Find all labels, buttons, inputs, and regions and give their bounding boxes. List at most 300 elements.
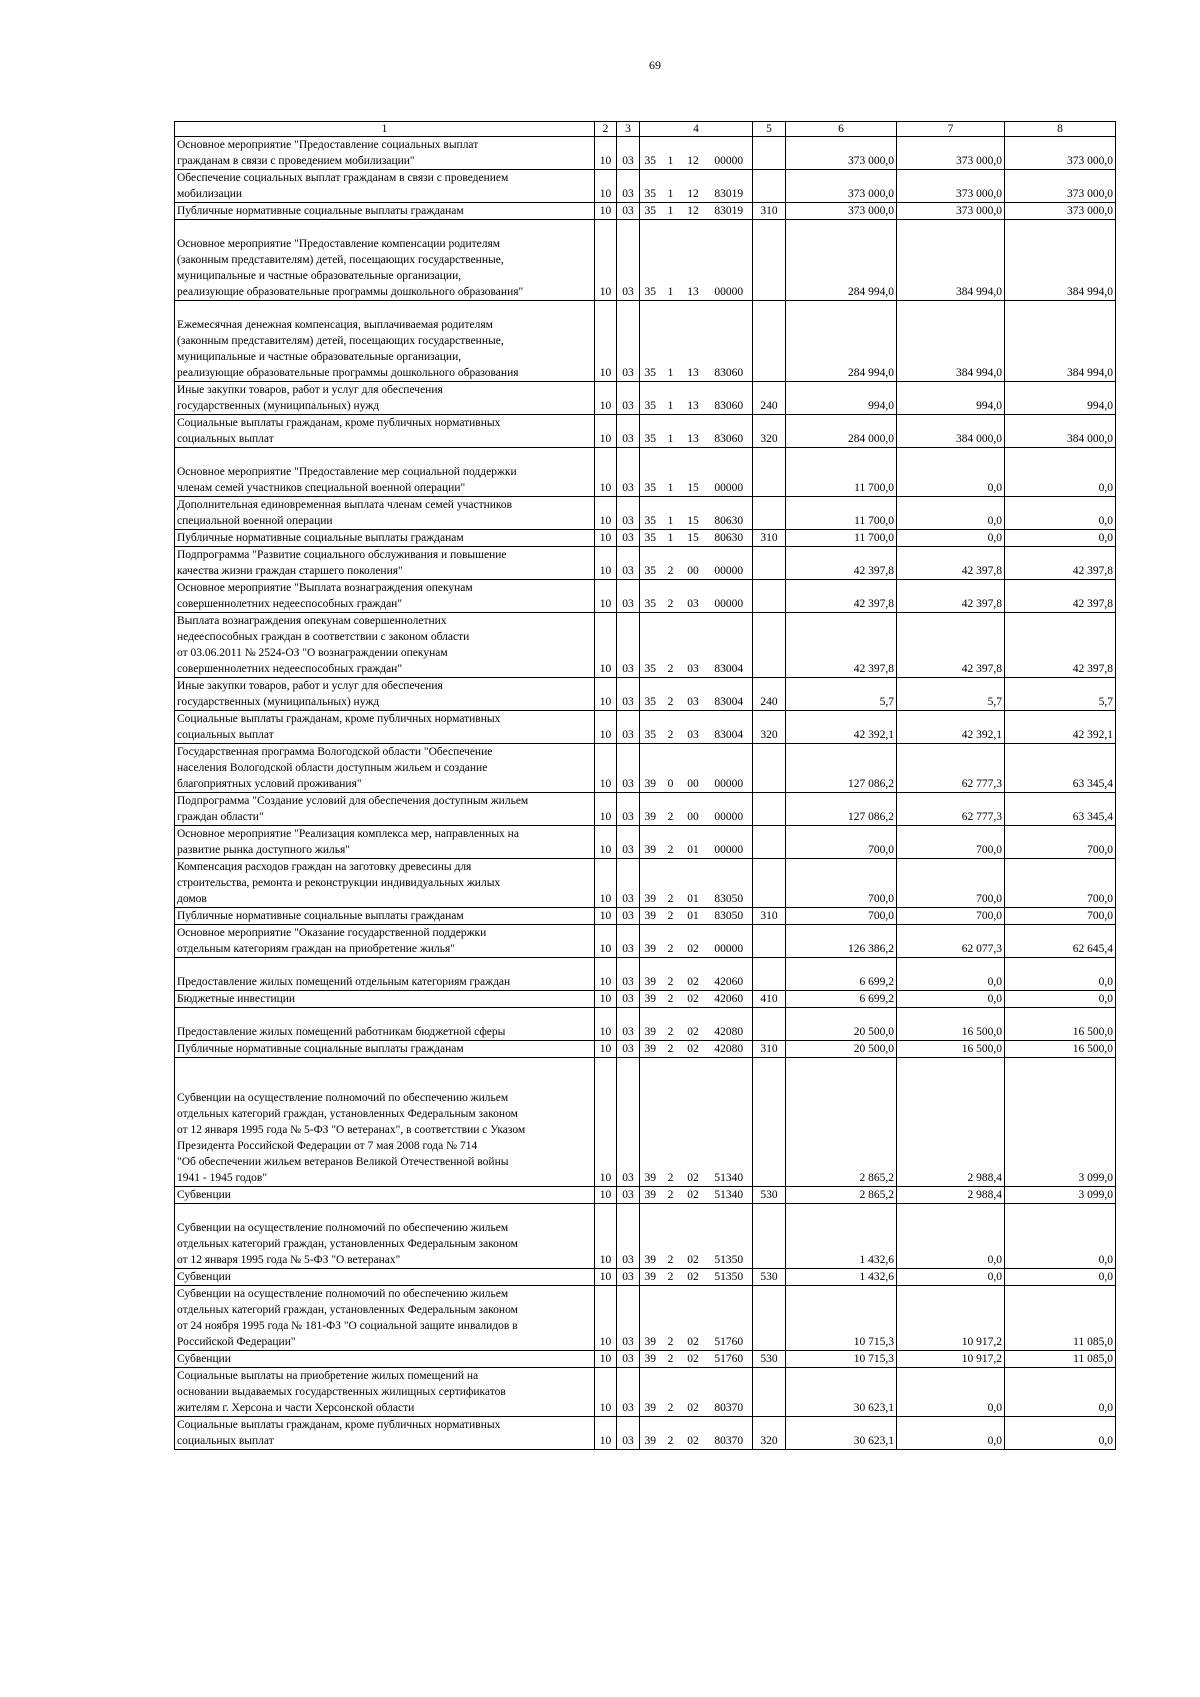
description-line: Подпрограмма "Создание условий для обеспечения доступным жильем <box>177 795 529 807</box>
amount-col-8: 5,7 <box>1005 678 1116 711</box>
direction-code: 42060 <box>706 958 753 991</box>
description-line: социальных выплат <box>177 1435 274 1447</box>
section-code: 10 <box>595 908 617 925</box>
amount-col-7: 5,7 <box>897 678 1005 711</box>
section-code: 10 <box>595 580 617 613</box>
amount-col-8: 62 645,4 <box>1005 925 1116 958</box>
description-line: Основное мероприятие "Оказание государственной поддержки <box>177 927 487 939</box>
row-description <box>175 1187 595 1204</box>
expense-type-code: 530 <box>753 1351 786 1368</box>
subsection-code: 03 <box>617 859 640 908</box>
measure-code: 13 <box>681 415 706 448</box>
amount-col-7: 373 000,0 <box>897 170 1005 203</box>
description-line: социальных выплат <box>177 729 274 741</box>
table-row <box>175 925 1116 958</box>
program-code: 39 <box>640 1058 661 1187</box>
description-line: Субвенции <box>177 1189 231 1201</box>
section-code: 10 <box>595 415 617 448</box>
section-code: 10 <box>595 170 617 203</box>
row-description <box>175 1286 595 1351</box>
description-line: социальных выплат <box>177 433 274 445</box>
measure-code: 01 <box>681 908 706 925</box>
amount-col-8: 42 397,8 <box>1005 547 1116 580</box>
table-row <box>175 137 1116 170</box>
table-row <box>175 711 1116 744</box>
amount-col-8: 0,0 <box>1005 1368 1116 1417</box>
program-code: 39 <box>640 958 661 991</box>
program-code: 35 <box>640 137 661 170</box>
section-code: 10 <box>595 1187 617 1204</box>
section-code: 10 <box>595 497 617 530</box>
description-line: Социальные выплаты гражданам, кроме публичных нормативных <box>177 713 501 725</box>
description-line: Выплата вознаграждения опекунам совершеннолетних <box>177 615 447 627</box>
subprogram-code: 1 <box>661 220 681 301</box>
amount-col-6: 5,7 <box>786 678 897 711</box>
amount-col-8: 373 000,0 <box>1005 137 1116 170</box>
measure-code: 02 <box>681 925 706 958</box>
table-header-row <box>175 122 1116 137</box>
subprogram-code: 2 <box>661 1041 681 1058</box>
table-row <box>175 1041 1116 1058</box>
measure-code: 12 <box>681 170 706 203</box>
subprogram-code: 2 <box>661 1286 681 1351</box>
description-line <box>177 301 592 317</box>
amount-col-8: 0,0 <box>1005 1269 1116 1286</box>
amount-col-8: 0,0 <box>1005 1204 1116 1269</box>
measure-code: 12 <box>681 203 706 220</box>
section-code: 10 <box>595 958 617 991</box>
table-row <box>175 1417 1116 1450</box>
description-line: специальной военной операции <box>177 515 333 527</box>
amount-col-7: 42 392,1 <box>897 711 1005 744</box>
program-code: 39 <box>640 925 661 958</box>
amount-col-8: 700,0 <box>1005 859 1116 908</box>
subsection-code: 03 <box>617 958 640 991</box>
description-line <box>177 1204 592 1220</box>
expense-type-code: 410 <box>753 991 786 1008</box>
amount-col-6: 30 623,1 <box>786 1417 897 1450</box>
measure-code: 00 <box>681 744 706 793</box>
description-line: "Об обеспечении жильем ветеранов Великой Отечественной войны <box>177 1156 509 1168</box>
description-line: недееспособных граждан в соответствии с законом области <box>177 631 470 643</box>
section-code: 10 <box>595 793 617 826</box>
row-description <box>175 613 595 678</box>
measure-code: 15 <box>681 530 706 547</box>
subsection-code: 03 <box>617 301 640 382</box>
description-line: домов <box>177 893 207 905</box>
amount-col-6: 1 432,6 <box>786 1204 897 1269</box>
section-code: 10 <box>595 1286 617 1351</box>
header-col-5: 5 <box>753 122 786 137</box>
section-code: 10 <box>595 530 617 547</box>
section-code: 10 <box>595 1204 617 1269</box>
measure-code: 13 <box>681 301 706 382</box>
expense-type-code <box>753 1286 786 1351</box>
row-description <box>175 382 595 415</box>
header-col-3: 3 <box>617 122 640 137</box>
description-line <box>177 220 592 236</box>
expense-type-code <box>753 1368 786 1417</box>
table-row <box>175 1351 1116 1368</box>
subprogram-code: 1 <box>661 415 681 448</box>
program-code: 35 <box>640 678 661 711</box>
subsection-code: 03 <box>617 220 640 301</box>
program-code: 35 <box>640 613 661 678</box>
expense-type-code: 310 <box>753 203 786 220</box>
amount-col-8: 384 000,0 <box>1005 415 1116 448</box>
subprogram-code: 2 <box>661 678 681 711</box>
direction-code: 51340 <box>706 1058 753 1187</box>
subprogram-code: 2 <box>661 859 681 908</box>
expense-type-code: 310 <box>753 908 786 925</box>
table-row <box>175 908 1116 925</box>
direction-code: 42080 <box>706 1041 753 1058</box>
subprogram-code: 2 <box>661 711 681 744</box>
description-line: муниципальные и частные образовательные организации, <box>177 351 462 363</box>
expense-type-code: 320 <box>753 415 786 448</box>
row-description <box>175 1041 595 1058</box>
amount-col-6: 373 000,0 <box>786 170 897 203</box>
subprogram-code: 2 <box>661 1269 681 1286</box>
amount-col-7: 62 077,3 <box>897 925 1005 958</box>
direction-code: 00000 <box>706 220 753 301</box>
description-line: Субвенции <box>177 1271 231 1283</box>
subsection-code: 03 <box>617 1187 640 1204</box>
direction-code: 51350 <box>706 1204 753 1269</box>
direction-code: 80370 <box>706 1368 753 1417</box>
program-code: 39 <box>640 1286 661 1351</box>
amount-col-8: 384 994,0 <box>1005 301 1116 382</box>
description-line: Публичные нормативные социальные выплаты гражданам <box>177 532 464 544</box>
subprogram-code: 1 <box>661 448 681 497</box>
amount-col-8: 373 000,0 <box>1005 203 1116 220</box>
expense-type-code <box>753 793 786 826</box>
direction-code: 51350 <box>706 1269 753 1286</box>
amount-col-8: 16 500,0 <box>1005 1041 1116 1058</box>
expense-type-code: 530 <box>753 1187 786 1204</box>
amount-col-7: 384 994,0 <box>897 301 1005 382</box>
page-number: 69 <box>649 58 661 72</box>
amount-col-7: 10 917,2 <box>897 1286 1005 1351</box>
description-line: мобилизации <box>177 188 243 200</box>
subprogram-code: 2 <box>661 1204 681 1269</box>
table-row <box>175 448 1116 497</box>
description-line: от 24 ноября 1995 года № 181-ФЗ "О социальной защите инвалидов в <box>177 1320 518 1332</box>
measure-code: 00 <box>681 793 706 826</box>
description-line: гражданам в связи с проведением мобилизации" <box>177 155 415 167</box>
header-col-1: 1 <box>175 122 595 137</box>
section-code: 10 <box>595 826 617 859</box>
subprogram-code: 2 <box>661 1417 681 1450</box>
description-line: Основное мероприятие "Предоставление мер социальной поддержки <box>177 466 517 478</box>
expense-type-code <box>753 220 786 301</box>
direction-code: 00000 <box>706 580 753 613</box>
section-code: 10 <box>595 1008 617 1041</box>
amount-col-7: 384 000,0 <box>897 415 1005 448</box>
amount-col-6: 994,0 <box>786 382 897 415</box>
row-description <box>175 170 595 203</box>
row-description <box>175 220 595 301</box>
amount-col-6: 42 397,8 <box>786 613 897 678</box>
direction-code: 80630 <box>706 497 753 530</box>
amount-col-7: 994,0 <box>897 382 1005 415</box>
row-description <box>175 859 595 908</box>
row-description <box>175 826 595 859</box>
section-code: 10 <box>595 220 617 301</box>
amount-col-8: 11 085,0 <box>1005 1286 1116 1351</box>
direction-code: 00000 <box>706 547 753 580</box>
subprogram-code: 2 <box>661 1008 681 1041</box>
row-description <box>175 448 595 497</box>
amount-col-8: 384 994,0 <box>1005 220 1116 301</box>
row-description <box>175 711 595 744</box>
amount-col-6: 700,0 <box>786 859 897 908</box>
measure-code: 03 <box>681 613 706 678</box>
subsection-code: 03 <box>617 1286 640 1351</box>
description-line: муниципальные и частные образовательные организации, <box>177 270 462 282</box>
subsection-code: 03 <box>617 382 640 415</box>
subsection-code: 03 <box>617 415 640 448</box>
amount-col-6: 20 500,0 <box>786 1008 897 1041</box>
section-code: 10 <box>595 1351 617 1368</box>
description-line: Подпрограмма "Развитие социального обслуживания и повышение <box>177 549 507 561</box>
amount-col-7: 62 777,3 <box>897 793 1005 826</box>
amount-col-7: 0,0 <box>897 497 1005 530</box>
amount-col-7: 62 777,3 <box>897 744 1005 793</box>
amount-col-6: 2 865,2 <box>786 1058 897 1187</box>
description-line: Субвенции на осуществление полномочий по обеспечению жильем <box>177 1288 509 1300</box>
description-line: Публичные нормативные социальные выплаты гражданам <box>177 910 464 922</box>
program-code: 39 <box>640 1041 661 1058</box>
subprogram-code: 1 <box>661 497 681 530</box>
amount-col-8: 373 000,0 <box>1005 170 1116 203</box>
measure-code: 02 <box>681 1058 706 1187</box>
expense-type-code <box>753 1008 786 1041</box>
measure-code: 02 <box>681 958 706 991</box>
subprogram-code: 2 <box>661 1368 681 1417</box>
amount-col-8: 994,0 <box>1005 382 1116 415</box>
subsection-code: 03 <box>617 448 640 497</box>
description-line: Российской Федерации" <box>177 1336 296 1348</box>
program-code: 39 <box>640 1417 661 1450</box>
section-code: 10 <box>595 711 617 744</box>
row-description <box>175 793 595 826</box>
description-line: отдельных категорий граждан, установленных Федеральным законом <box>177 1304 518 1316</box>
program-code: 39 <box>640 1269 661 1286</box>
expense-type-code <box>753 301 786 382</box>
amount-col-8: 11 085,0 <box>1005 1351 1116 1368</box>
table-row <box>175 991 1116 1008</box>
subsection-code: 03 <box>617 1368 640 1417</box>
program-code: 35 <box>640 497 661 530</box>
budget-table <box>174 121 1116 1450</box>
table-row <box>175 678 1116 711</box>
header-col-8: 8 <box>1005 122 1116 137</box>
measure-code: 02 <box>681 991 706 1008</box>
description-line: Ежемесячная денежная компенсация, выплачиваемая родителям <box>177 319 493 331</box>
amount-col-6: 10 715,3 <box>786 1351 897 1368</box>
table-row <box>175 497 1116 530</box>
subsection-code: 03 <box>617 826 640 859</box>
table-row <box>175 958 1116 991</box>
description-line: отдельных категорий граждан, установленных Федеральным законом <box>177 1238 518 1250</box>
description-line: Субвенции на осуществление полномочий по обеспечению жильем <box>177 1092 509 1104</box>
description-line: отдельных категорий граждан, установленных Федеральным законом <box>177 1108 518 1120</box>
description-line: Субвенции <box>177 1353 231 1365</box>
table-row <box>175 1286 1116 1351</box>
row-description <box>175 203 595 220</box>
amount-col-7: 42 397,8 <box>897 547 1005 580</box>
program-code: 35 <box>640 203 661 220</box>
description-line: Основное мероприятие "Предоставление компенсации родителям <box>177 238 501 250</box>
row-description <box>175 1269 595 1286</box>
row-description <box>175 1008 595 1041</box>
expense-type-code <box>753 925 786 958</box>
row-description <box>175 1058 595 1187</box>
description-line: государственных (муниципальных) нужд <box>177 696 380 708</box>
expense-type-code: 310 <box>753 530 786 547</box>
measure-code: 02 <box>681 1187 706 1204</box>
row-description <box>175 137 595 170</box>
amount-col-6: 284 994,0 <box>786 220 897 301</box>
description-line <box>177 1074 592 1090</box>
description-line: Социальные выплаты гражданам, кроме публичных нормативных <box>177 1419 501 1431</box>
direction-code: 80630 <box>706 530 753 547</box>
row-description <box>175 415 595 448</box>
amount-col-8: 63 345,4 <box>1005 793 1116 826</box>
subsection-code: 03 <box>617 793 640 826</box>
description-line: Предоставление жилых помещений отдельным категориям граждан <box>177 976 511 988</box>
amount-col-8: 0,0 <box>1005 958 1116 991</box>
description-line: Социальные выплаты гражданам, кроме публичных нормативных <box>177 417 501 429</box>
amount-col-6: 20 500,0 <box>786 1041 897 1058</box>
amount-col-7: 16 500,0 <box>897 1041 1005 1058</box>
section-code: 10 <box>595 547 617 580</box>
direction-code: 83004 <box>706 613 753 678</box>
description-line: Компенсация расходов граждан на заготовку древесины для <box>177 861 472 873</box>
amount-col-7: 42 397,8 <box>897 580 1005 613</box>
table-row <box>175 793 1116 826</box>
description-line: от 12 января 1995 года № 5-ФЗ "О ветеранах" <box>177 1254 401 1266</box>
subprogram-code: 2 <box>661 793 681 826</box>
amount-col-8: 63 345,4 <box>1005 744 1116 793</box>
subprogram-code: 1 <box>661 301 681 382</box>
row-description <box>175 925 595 958</box>
subsection-code: 03 <box>617 580 640 613</box>
amount-col-6: 11 700,0 <box>786 448 897 497</box>
subprogram-code: 2 <box>661 991 681 1008</box>
subsection-code: 03 <box>617 908 640 925</box>
direction-code: 00000 <box>706 744 753 793</box>
section-code: 10 <box>595 1041 617 1058</box>
subsection-code: 03 <box>617 925 640 958</box>
amount-col-8: 0,0 <box>1005 991 1116 1008</box>
row-description <box>175 1368 595 1417</box>
description-line: Бюджетные инвестиции <box>177 993 296 1005</box>
subprogram-code: 0 <box>661 744 681 793</box>
amount-col-6: 284 994,0 <box>786 301 897 382</box>
amount-col-8: 42 392,1 <box>1005 711 1116 744</box>
description-line: (законным представителям) детей, посещающих государственные, <box>177 335 504 347</box>
amount-col-6: 126 386,2 <box>786 925 897 958</box>
description-line: основании выдаваемых государственных жилищных сертификатов <box>177 1386 506 1398</box>
subprogram-code: 2 <box>661 826 681 859</box>
amount-col-7: 0,0 <box>897 991 1005 1008</box>
subsection-code: 03 <box>617 711 640 744</box>
amount-col-6: 1 432,6 <box>786 1269 897 1286</box>
direction-code: 00000 <box>706 448 753 497</box>
description-line: реализующие образовательные программы дошкольного образования <box>177 367 519 379</box>
description-line <box>177 958 592 974</box>
section-code: 10 <box>595 744 617 793</box>
section-code: 10 <box>595 137 617 170</box>
direction-code: 83060 <box>706 382 753 415</box>
amount-col-7: 373 000,0 <box>897 203 1005 220</box>
description-line: Публичные нормативные социальные выплаты гражданам <box>177 205 464 217</box>
measure-code: 15 <box>681 448 706 497</box>
measure-code: 00 <box>681 547 706 580</box>
program-code: 35 <box>640 382 661 415</box>
description-line: Государственная программа Вологодской области "Обеспечение <box>177 746 493 758</box>
subprogram-code: 2 <box>661 1187 681 1204</box>
subsection-code: 03 <box>617 678 640 711</box>
section-code: 10 <box>595 613 617 678</box>
description-line: Социальные выплаты на приобретение жилых помещений на <box>177 1370 479 1382</box>
subsection-code: 03 <box>617 1008 640 1041</box>
measure-code: 03 <box>681 711 706 744</box>
amount-col-8: 42 397,8 <box>1005 613 1116 678</box>
description-line: отдельным категориям граждан на приобретение жилья" <box>177 943 455 955</box>
table-row <box>175 744 1116 793</box>
expense-type-code <box>753 1058 786 1187</box>
subprogram-code: 2 <box>661 613 681 678</box>
description-line: Основное мероприятие "Выплата вознаграждения опекунам <box>177 582 473 594</box>
amount-col-8: 0,0 <box>1005 1417 1116 1450</box>
measure-code: 12 <box>681 137 706 170</box>
amount-col-7: 0,0 <box>897 1417 1005 1450</box>
amount-col-6: 373 000,0 <box>786 203 897 220</box>
section-code: 10 <box>595 448 617 497</box>
subprogram-code: 1 <box>661 170 681 203</box>
program-code: 39 <box>640 1351 661 1368</box>
amount-col-6: 42 392,1 <box>786 711 897 744</box>
amount-col-6: 700,0 <box>786 908 897 925</box>
subprogram-code: 2 <box>661 1351 681 1368</box>
amount-col-7: 42 397,8 <box>897 613 1005 678</box>
direction-code: 83060 <box>706 301 753 382</box>
subsection-code: 03 <box>617 1351 640 1368</box>
amount-col-8: 700,0 <box>1005 908 1116 925</box>
subsection-code: 03 <box>617 530 640 547</box>
amount-col-7: 0,0 <box>897 1269 1005 1286</box>
table-row <box>175 382 1116 415</box>
description-line: Публичные нормативные социальные выплаты гражданам <box>177 1043 464 1055</box>
header-col-2: 2 <box>595 122 617 137</box>
subprogram-code: 2 <box>661 547 681 580</box>
row-description <box>175 1351 595 1368</box>
description-line: реализующие образовательные программы дошкольного образования" <box>177 286 524 298</box>
amount-col-7: 0,0 <box>897 530 1005 547</box>
program-code: 39 <box>640 859 661 908</box>
amount-col-6: 42 397,8 <box>786 547 897 580</box>
header-col-7: 7 <box>897 122 1005 137</box>
amount-col-8: 0,0 <box>1005 448 1116 497</box>
program-code: 39 <box>640 1204 661 1269</box>
amount-col-8: 700,0 <box>1005 826 1116 859</box>
section-code: 10 <box>595 1368 617 1417</box>
row-description <box>175 547 595 580</box>
table-row <box>175 826 1116 859</box>
